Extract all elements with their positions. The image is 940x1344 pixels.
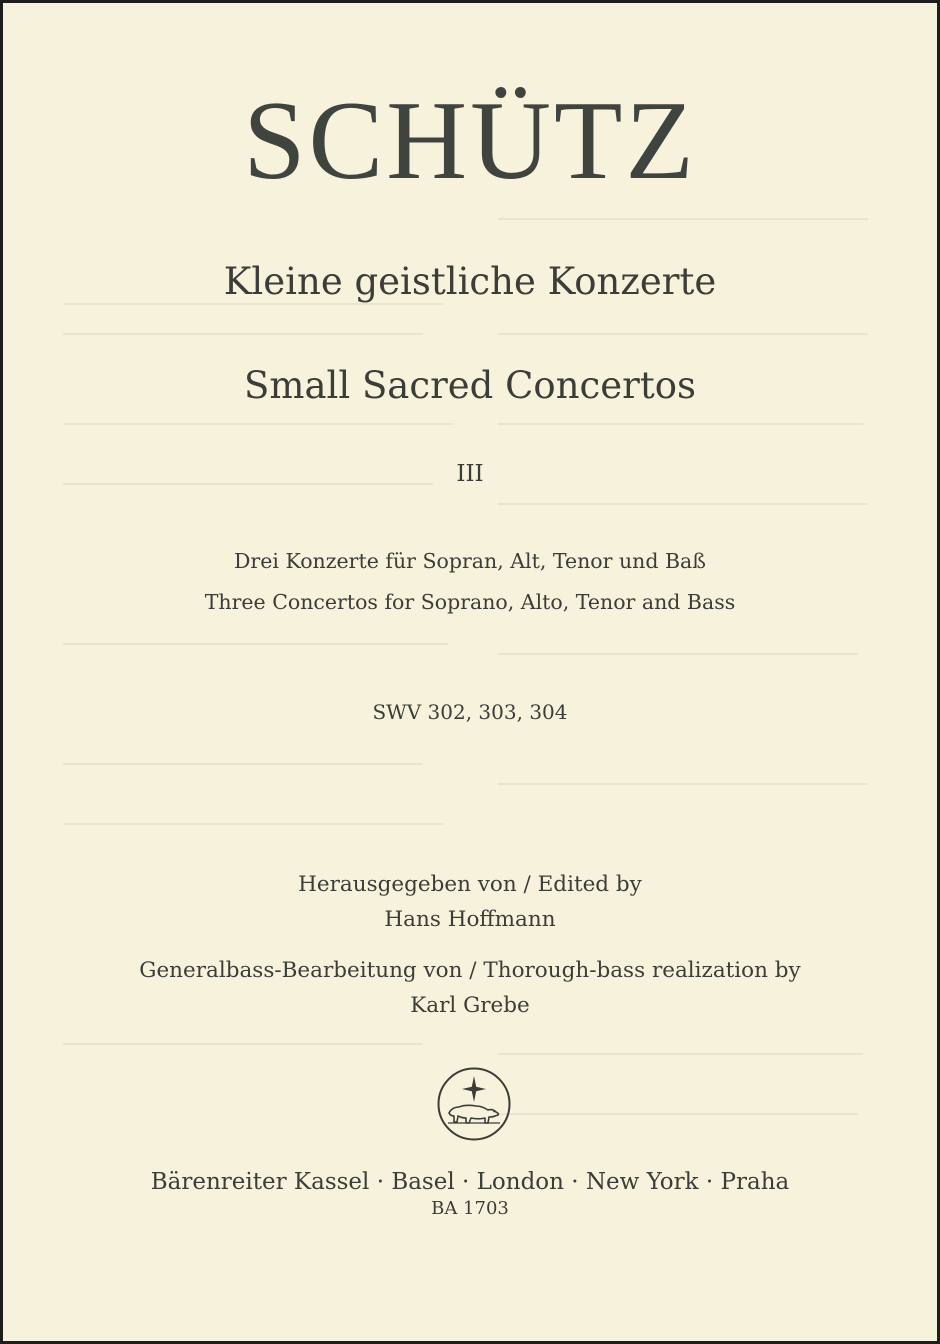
title-german: Kleine geistliche Konzerte	[223, 260, 717, 303]
editor-name: Hans Hoffmann	[384, 907, 556, 932]
volume-number: III	[456, 461, 484, 487]
title-page	[3, 3, 937, 1341]
title-english: Small Sacred Concertos	[244, 364, 696, 407]
continuo-name: Karl Grebe	[410, 993, 530, 1018]
baerenreiter-bear-star-icon	[436, 1066, 512, 1142]
editor-label: Herausgegeben von / Edited by	[298, 872, 642, 897]
subtitle-german: Drei Konzerte für Sopran, Alt, Tenor und Baß	[234, 549, 706, 573]
composer-name: SCHÜTZ	[243, 79, 697, 203]
continuo-label: Generalbass-Bearbeitung von / Thorough-bass realization by	[139, 958, 801, 983]
subtitle-english: Three Concertos for Soprano, Alto, Tenor and Bass	[204, 590, 736, 614]
catalog-number: BA 1703	[431, 1198, 509, 1219]
swv-catalog-numbers: SWV 302, 303, 304	[372, 700, 568, 724]
publisher-line: Bärenreiter Kassel · Basel · London · New York · Praha	[150, 1169, 790, 1195]
